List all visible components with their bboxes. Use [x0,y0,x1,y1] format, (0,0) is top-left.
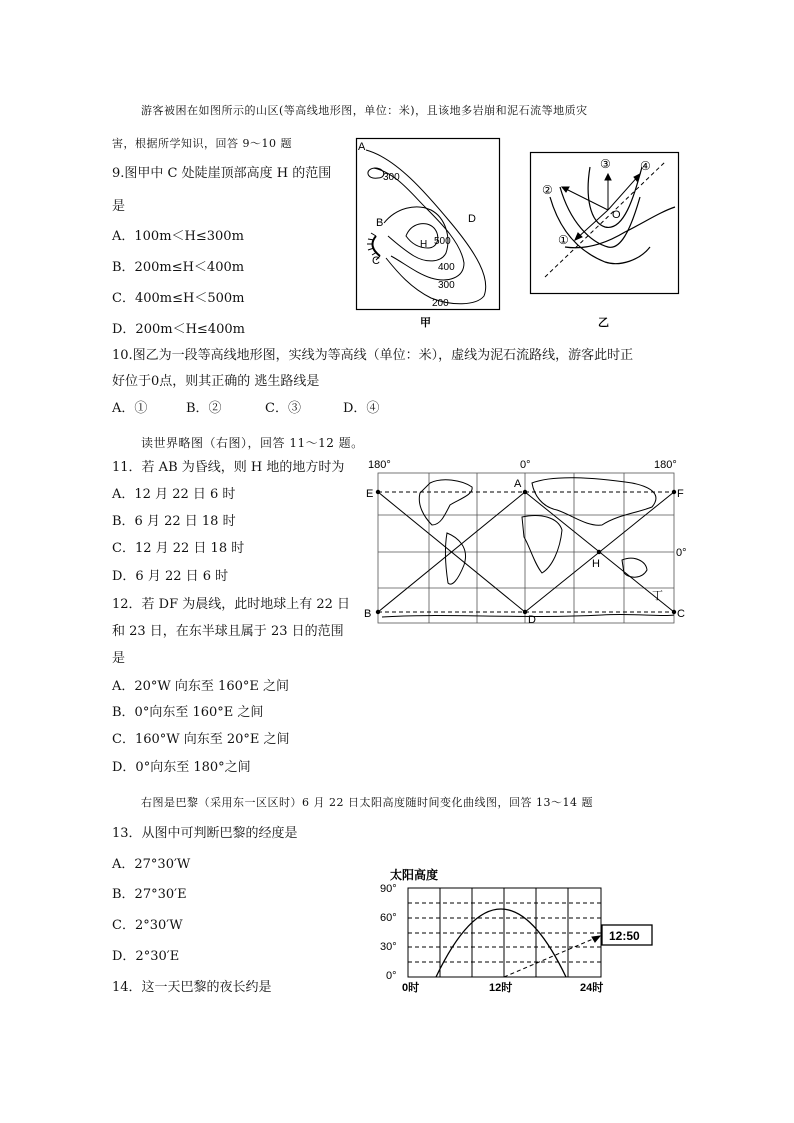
chart-x-24: 24时 [580,982,604,994]
jia-point-a: A [358,141,366,153]
section3-intro: 右图是巴黎（采用东一区区时）6 月 22 日太阳高度随时间变化曲线图，回答 13～14 题 [141,796,593,809]
jia-contour-400: 400 [438,262,455,273]
yi-route-4: ④ [640,159,651,173]
yi-origin-o: O [612,209,621,221]
map-point-h: H [592,558,600,570]
map-marker-ding: 丁 [652,590,663,602]
map-point-c: C [677,608,685,620]
map-label-180-right: 180° [654,459,677,471]
map-point-e: E [366,488,374,500]
chart-y-90: 90° [380,883,397,895]
q9-stem-line1: 9.图甲中 C 处陡崖顶部高度 H 的范围 [112,166,332,181]
q13-stem: 13．从图中可判断巴黎的经度是 [112,826,298,841]
q11-option-d: D．6 月 22 日 6 时 [112,569,229,584]
q12-option-a: A．20°W 向东至 160°E 之间 [112,679,289,694]
jia-point-b: B [376,217,384,229]
jia-caption: 甲 [420,317,431,329]
world-map [362,455,692,630]
q13-option-b: B．27°30′E [112,887,187,902]
yi-caption: 乙 [598,317,609,329]
map-point-a: A [514,478,522,490]
chart-y-30: 30° [380,941,397,953]
q12-option-d: D．0°向东至 180°之间 [112,760,251,775]
chart-x-12: 12时 [489,982,513,994]
map-label-equator: 0° [676,547,687,559]
q9-option-c: C．400m≤H＜500m [112,291,245,306]
q12-stem-line3: 是 [112,651,126,666]
jia-point-d: D [468,213,476,225]
jia-contour-300: 300 [438,280,455,291]
jia-contour-200: 200 [432,298,449,309]
q12-option-b: B．0°向东至 160°E 之间 [112,705,264,720]
jia-point-h: H [420,239,428,250]
figure-jia-contour-map [356,138,500,332]
q9-option-b: B．200m≤H＜400m [112,260,245,275]
chart-callout-time: 12:50 [609,929,640,943]
q11-option-a: A．12 月 22 日 6 时 [112,487,236,502]
q13-option-c: C．2°30′W [112,918,183,933]
q11-stem: 11．若 AB 为昏线，则 H 地的地方时为 [112,460,345,475]
q14-stem: 14．这一天巴黎的夜长约是 [112,980,272,995]
q12-stem-line2: 和 23 日，在东半球且属于 23 日的范围 [112,624,344,639]
q10-option-b: B．② [186,401,222,416]
q10-option-c: C．③ [265,401,301,416]
chart-y-0: 0° [386,970,397,982]
yi-route-2: ② [542,183,553,197]
section1-intro-line1: 游客被困在如图所示的山区(等高线地形图，单位：米)，且该地多岩崩和泥石流等地质灾 [141,104,588,117]
section2-intro: 读世界略图（右图），回答 11～12 题。 [141,436,364,450]
q11-option-b: B．6 月 22 日 18 时 [112,514,236,529]
q10-stem-line2: 好位于0点，则其正确的 逃生路线是 [112,374,320,389]
jia-contour-300-top: 300 [383,172,400,183]
chart-title: 太阳高度 [390,868,439,882]
map-point-b: B [364,608,372,620]
jia-point-c: C [372,255,380,267]
q13-option-a: A．27°30′W [112,857,191,872]
q9-stem-line2: 是 [112,199,126,214]
map-label-0-top: 0° [520,459,531,471]
figure-yi-contour-map [530,152,680,332]
q10-stem-line1: 10.图乙为一段等高线地形图，实线为等高线（单位：米），虚线为泥石流路线，游客此时正 [112,348,634,363]
chart-y-60: 60° [380,912,397,924]
q11-option-c: C．12 月 22 日 18 时 [112,541,245,556]
q12-option-c: C．160°W 向东至 20°E 之间 [112,732,290,747]
section1-intro-line2: 害，根据所学知识，回答 9～10 题 [112,137,292,150]
q13-option-d: D．2°30′E [112,949,180,964]
map-point-d: D [528,614,536,626]
map-label-180-left: 180° [368,459,391,471]
yi-route-3: ③ [600,157,611,171]
jia-contour-500: 500 [434,236,451,247]
yi-route-1: ① [558,233,569,247]
q12-stem-line1: 12．若 DF 为晨线，此时地球上有 22 日 [112,597,351,612]
chart-x-0: 0时 [402,982,420,994]
q9-option-d: D．200m＜H≤400m [112,322,245,337]
sun-altitude-chart [368,866,658,998]
q10-option-d: D．④ [343,401,380,416]
map-point-f: F [677,488,684,500]
q9-option-a: A．100m＜H≤300m [112,229,244,244]
q10-option-a: A．① [112,401,148,416]
